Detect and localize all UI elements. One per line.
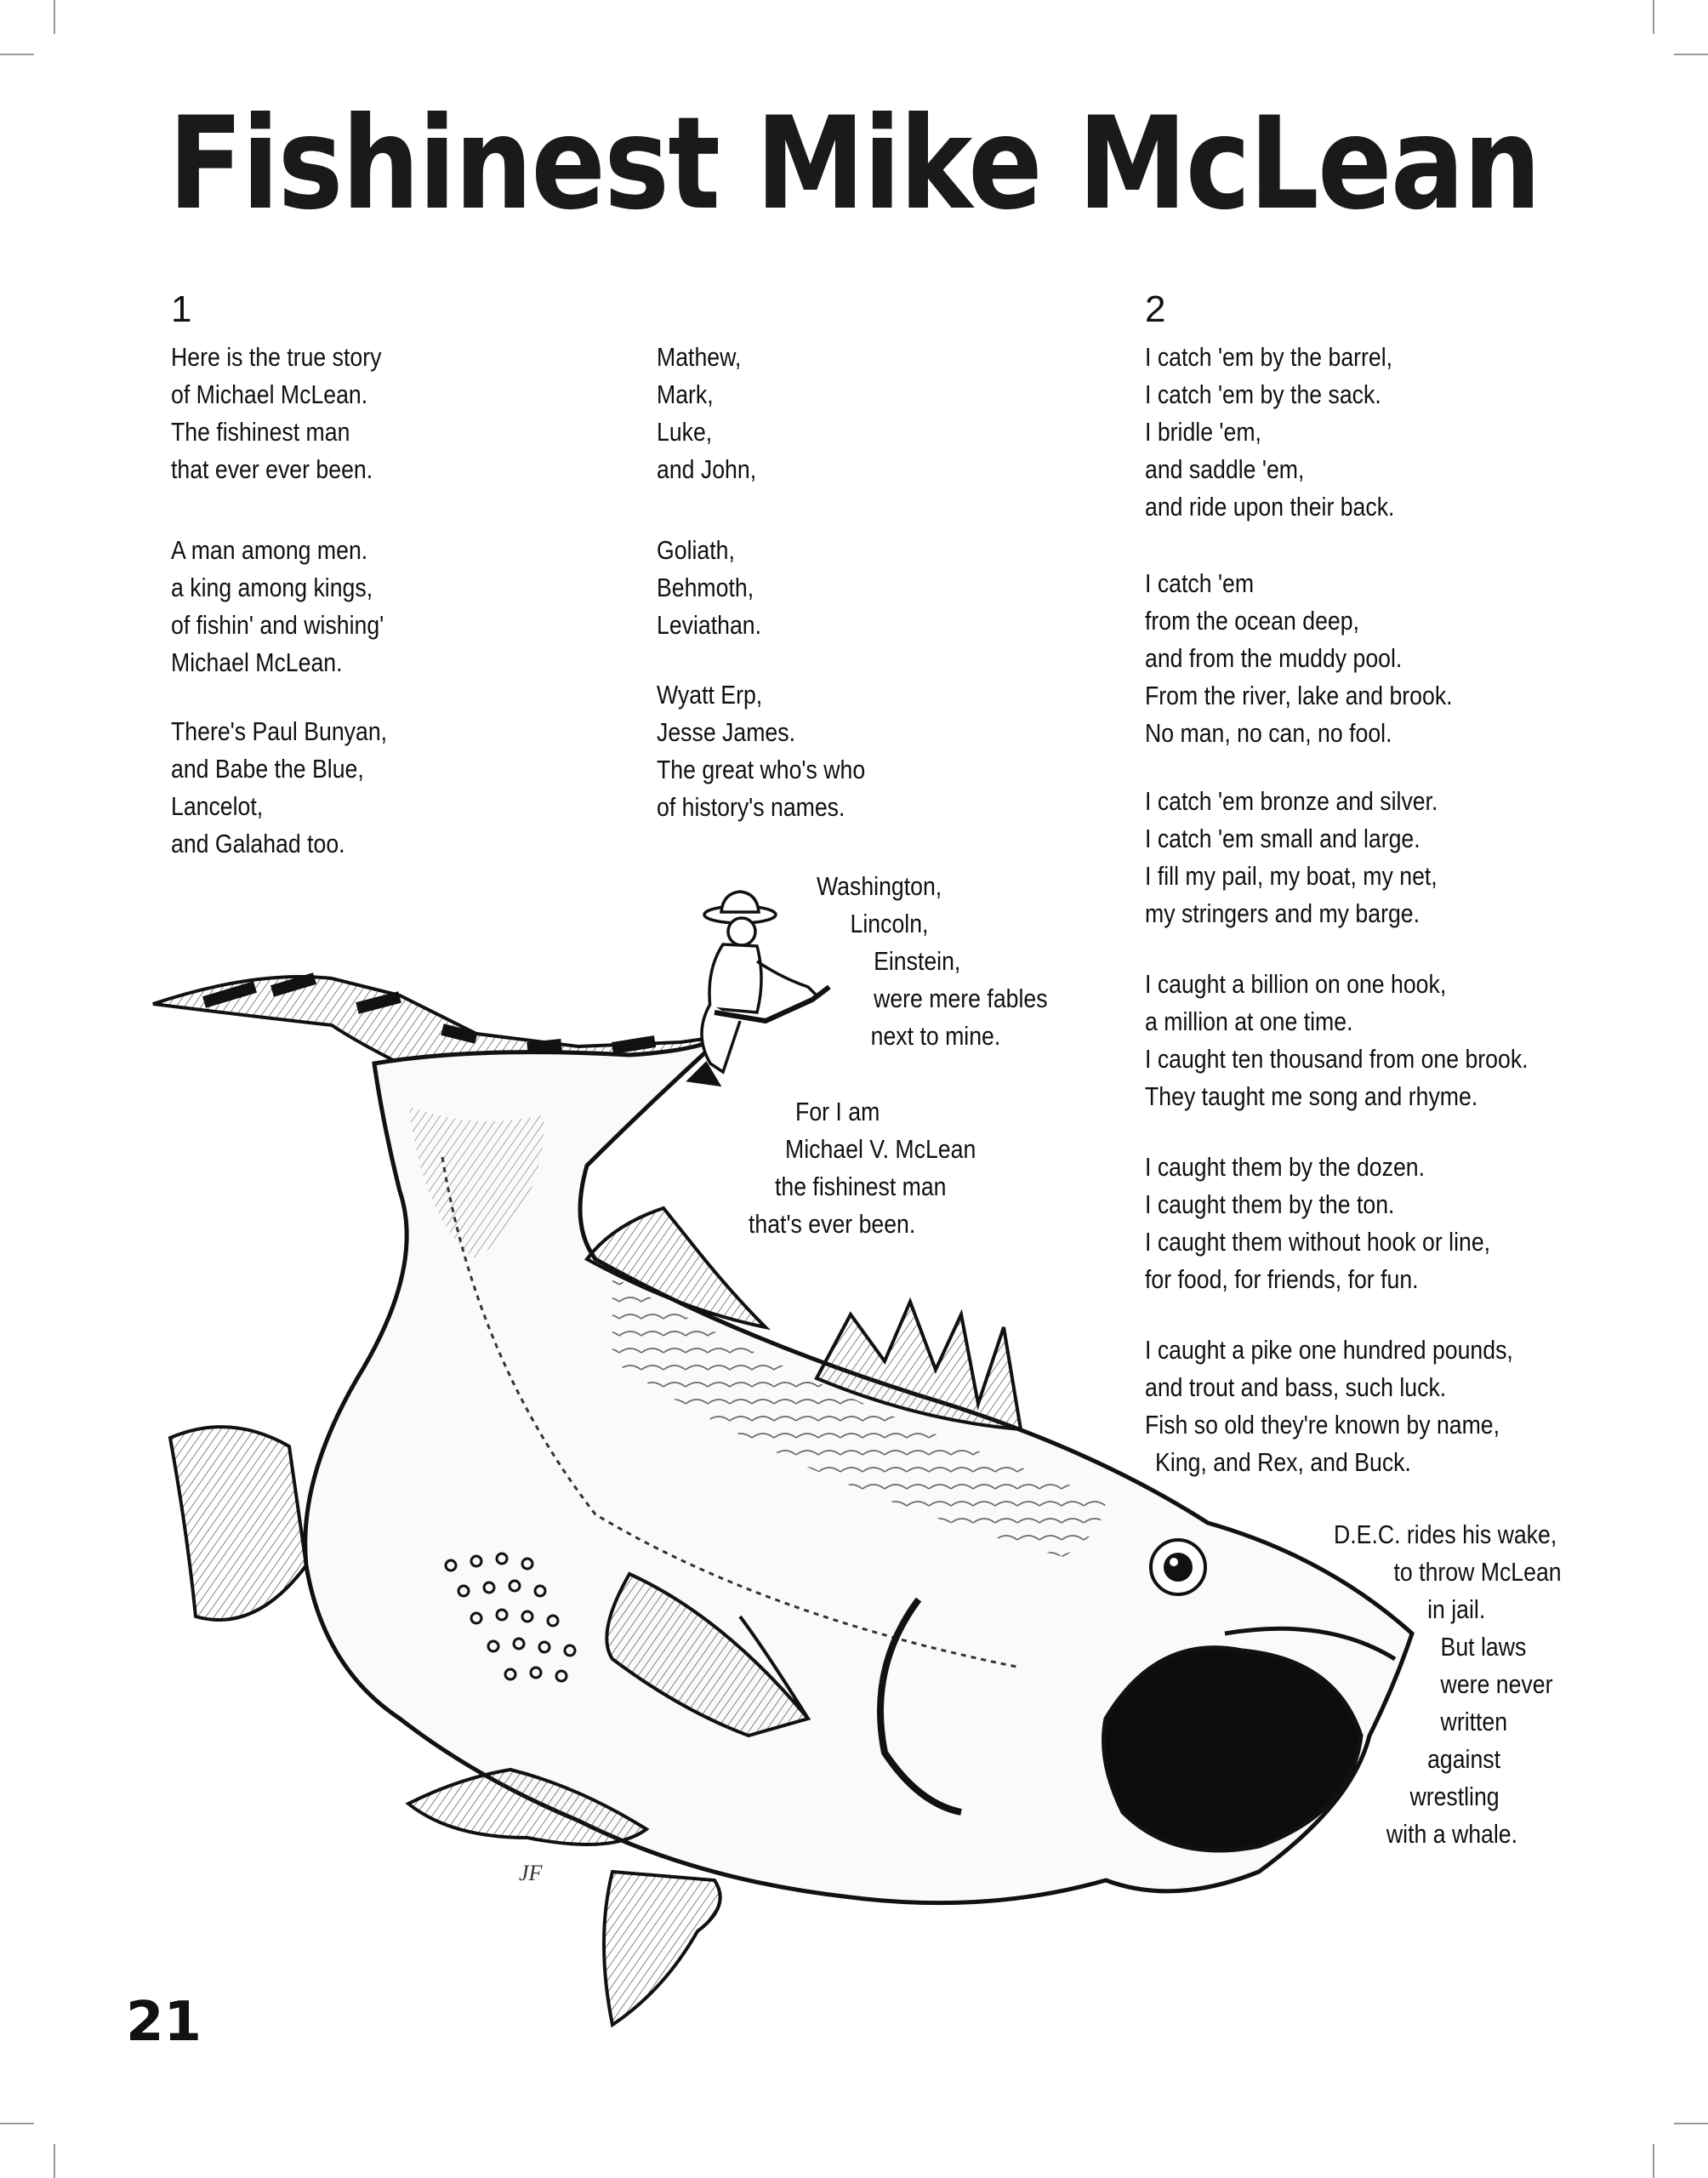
verse-line: Fish so old they're known by name, — [1145, 1410, 1500, 1440]
verse-line: I bridle 'em, — [1145, 417, 1261, 447]
stanza — [1145, 966, 1529, 1115]
verse-line: Leviathan. — [657, 610, 762, 640]
page-title: Fishinest Mike McLean — [168, 90, 1540, 238]
artist-signature: JF — [519, 1861, 543, 1885]
stanza — [657, 339, 756, 488]
verse-line: I fill my pail, my boat, my net, — [1145, 861, 1438, 891]
verse-line: I caught them by the ton. — [1145, 1189, 1395, 1219]
verse-line: Jesse James. — [657, 717, 795, 747]
verse-line: and Babe the Blue, — [171, 754, 364, 784]
side-fin-left — [170, 1427, 306, 1620]
stanza — [1145, 783, 1438, 932]
verse-line: Mathew, — [657, 342, 742, 372]
stanza — [749, 1093, 976, 1243]
verse-line: from the ocean deep, — [1145, 606, 1359, 636]
verse-line: Lancelot, — [171, 791, 264, 821]
anal-fin — [604, 1872, 720, 2025]
verse-line: and Galahad too. — [171, 829, 345, 858]
stanza — [817, 868, 1048, 1055]
fish-mouth — [1104, 1648, 1362, 1850]
verse-line: and trout and bass, such luck. — [1145, 1372, 1447, 1402]
verse-line: the fishinest man — [774, 1172, 947, 1201]
verse-line: my stringers and my barge. — [1145, 898, 1420, 928]
verse-line: Here is the true story — [171, 342, 382, 372]
verse-line: Goliath, — [657, 535, 735, 565]
stanza — [1145, 1149, 1490, 1298]
page-number: 21 — [126, 1991, 202, 2054]
verse-line: For I am — [795, 1097, 880, 1126]
verse-line: and John, — [657, 454, 757, 484]
stanza — [1145, 565, 1453, 752]
verse-line: From the river, lake and brook. — [1145, 681, 1453, 710]
verse-line: of history's names. — [657, 792, 845, 822]
stanza — [1145, 1331, 1513, 1481]
verse-line: I caught them by the dozen. — [1145, 1152, 1426, 1182]
verse-line: King, and Rex, and Buck. — [1155, 1447, 1411, 1477]
stanza — [171, 713, 387, 863]
verse-line: I caught ten thousand from one brook. — [1145, 1044, 1529, 1074]
verse-line: I catch 'em by the sack. — [1145, 379, 1381, 409]
verse-line: that ever ever been. — [171, 454, 373, 484]
verse-line: with a whale. — [1386, 1819, 1518, 1849]
verse-line: A man among men. — [171, 535, 368, 565]
verse-line: a king among kings, — [171, 573, 373, 602]
verse-line: next to mine. — [870, 1021, 1001, 1051]
verse-line: There's Paul Bunyan, — [171, 716, 388, 746]
verse-line: Luke, — [657, 417, 713, 447]
verse-line: But laws — [1440, 1632, 1527, 1662]
stanza — [1334, 1516, 1562, 1853]
verse-line: Mark, — [657, 379, 714, 409]
verse-line: were never — [1440, 1669, 1553, 1699]
verse-line: I caught a pike one hundred pounds, — [1145, 1335, 1513, 1365]
verse-line: were mere fables — [874, 984, 1048, 1013]
verse-line: I caught a billion on one hook, — [1145, 969, 1447, 999]
verse-line: and from the muddy pool. — [1145, 643, 1403, 673]
verse-line: of fishin' and wishing' — [171, 610, 384, 640]
verse-line: wrestling — [1409, 1782, 1500, 1811]
verse-line: Michael McLean. — [171, 647, 343, 677]
stanza — [657, 676, 865, 826]
verse-line: No man, no can, no fool. — [1145, 718, 1392, 748]
verse-line: I catch 'em by the barrel, — [1145, 342, 1393, 372]
verse-line: Lincoln, — [850, 909, 929, 938]
stanza — [657, 532, 761, 644]
section-number-2: 2 — [1145, 288, 1166, 330]
verse-line: against — [1427, 1744, 1501, 1774]
stanza — [1145, 339, 1394, 526]
section-number-1: 1 — [171, 288, 192, 330]
verse-line: and ride upon their back. — [1145, 492, 1395, 522]
verse-line: written — [1440, 1707, 1508, 1736]
verse-line: to throw McLean — [1393, 1557, 1562, 1587]
verse-line: and saddle 'em, — [1145, 454, 1305, 484]
verse-line: in jail. — [1427, 1594, 1486, 1624]
verse-line: Michael V. McLean — [785, 1134, 976, 1164]
verse-line: I catch 'em bronze and silver. — [1145, 786, 1438, 816]
stanza — [171, 339, 381, 488]
verse-line: I catch 'em — [1145, 568, 1255, 598]
verse-line: Einstein, — [874, 946, 961, 976]
fisherman-rider — [689, 892, 829, 1085]
verse-line: The great who's who — [657, 755, 866, 784]
verse-line: for food, for friends, for fun. — [1145, 1264, 1419, 1294]
verse-line: Wyatt Erp, — [657, 680, 763, 710]
verse-line: that's ever been. — [749, 1209, 916, 1239]
verse-line: The fishinest man — [171, 417, 350, 447]
verse-line: I caught them without hook or line, — [1145, 1227, 1491, 1257]
verse-line: Behmoth, — [657, 573, 754, 602]
verse-line: a million at one time. — [1145, 1006, 1353, 1036]
stanza — [171, 532, 384, 681]
verse-line: D.E.C. rides his wake, — [1334, 1519, 1557, 1549]
fish-eye — [1151, 1540, 1205, 1594]
verse-line: They taught me song and rhyme. — [1145, 1081, 1478, 1111]
verse-line: Washington, — [817, 871, 942, 901]
verse-line: of Michael McLean. — [171, 379, 368, 409]
verse-line: I catch 'em small and large. — [1145, 824, 1420, 853]
